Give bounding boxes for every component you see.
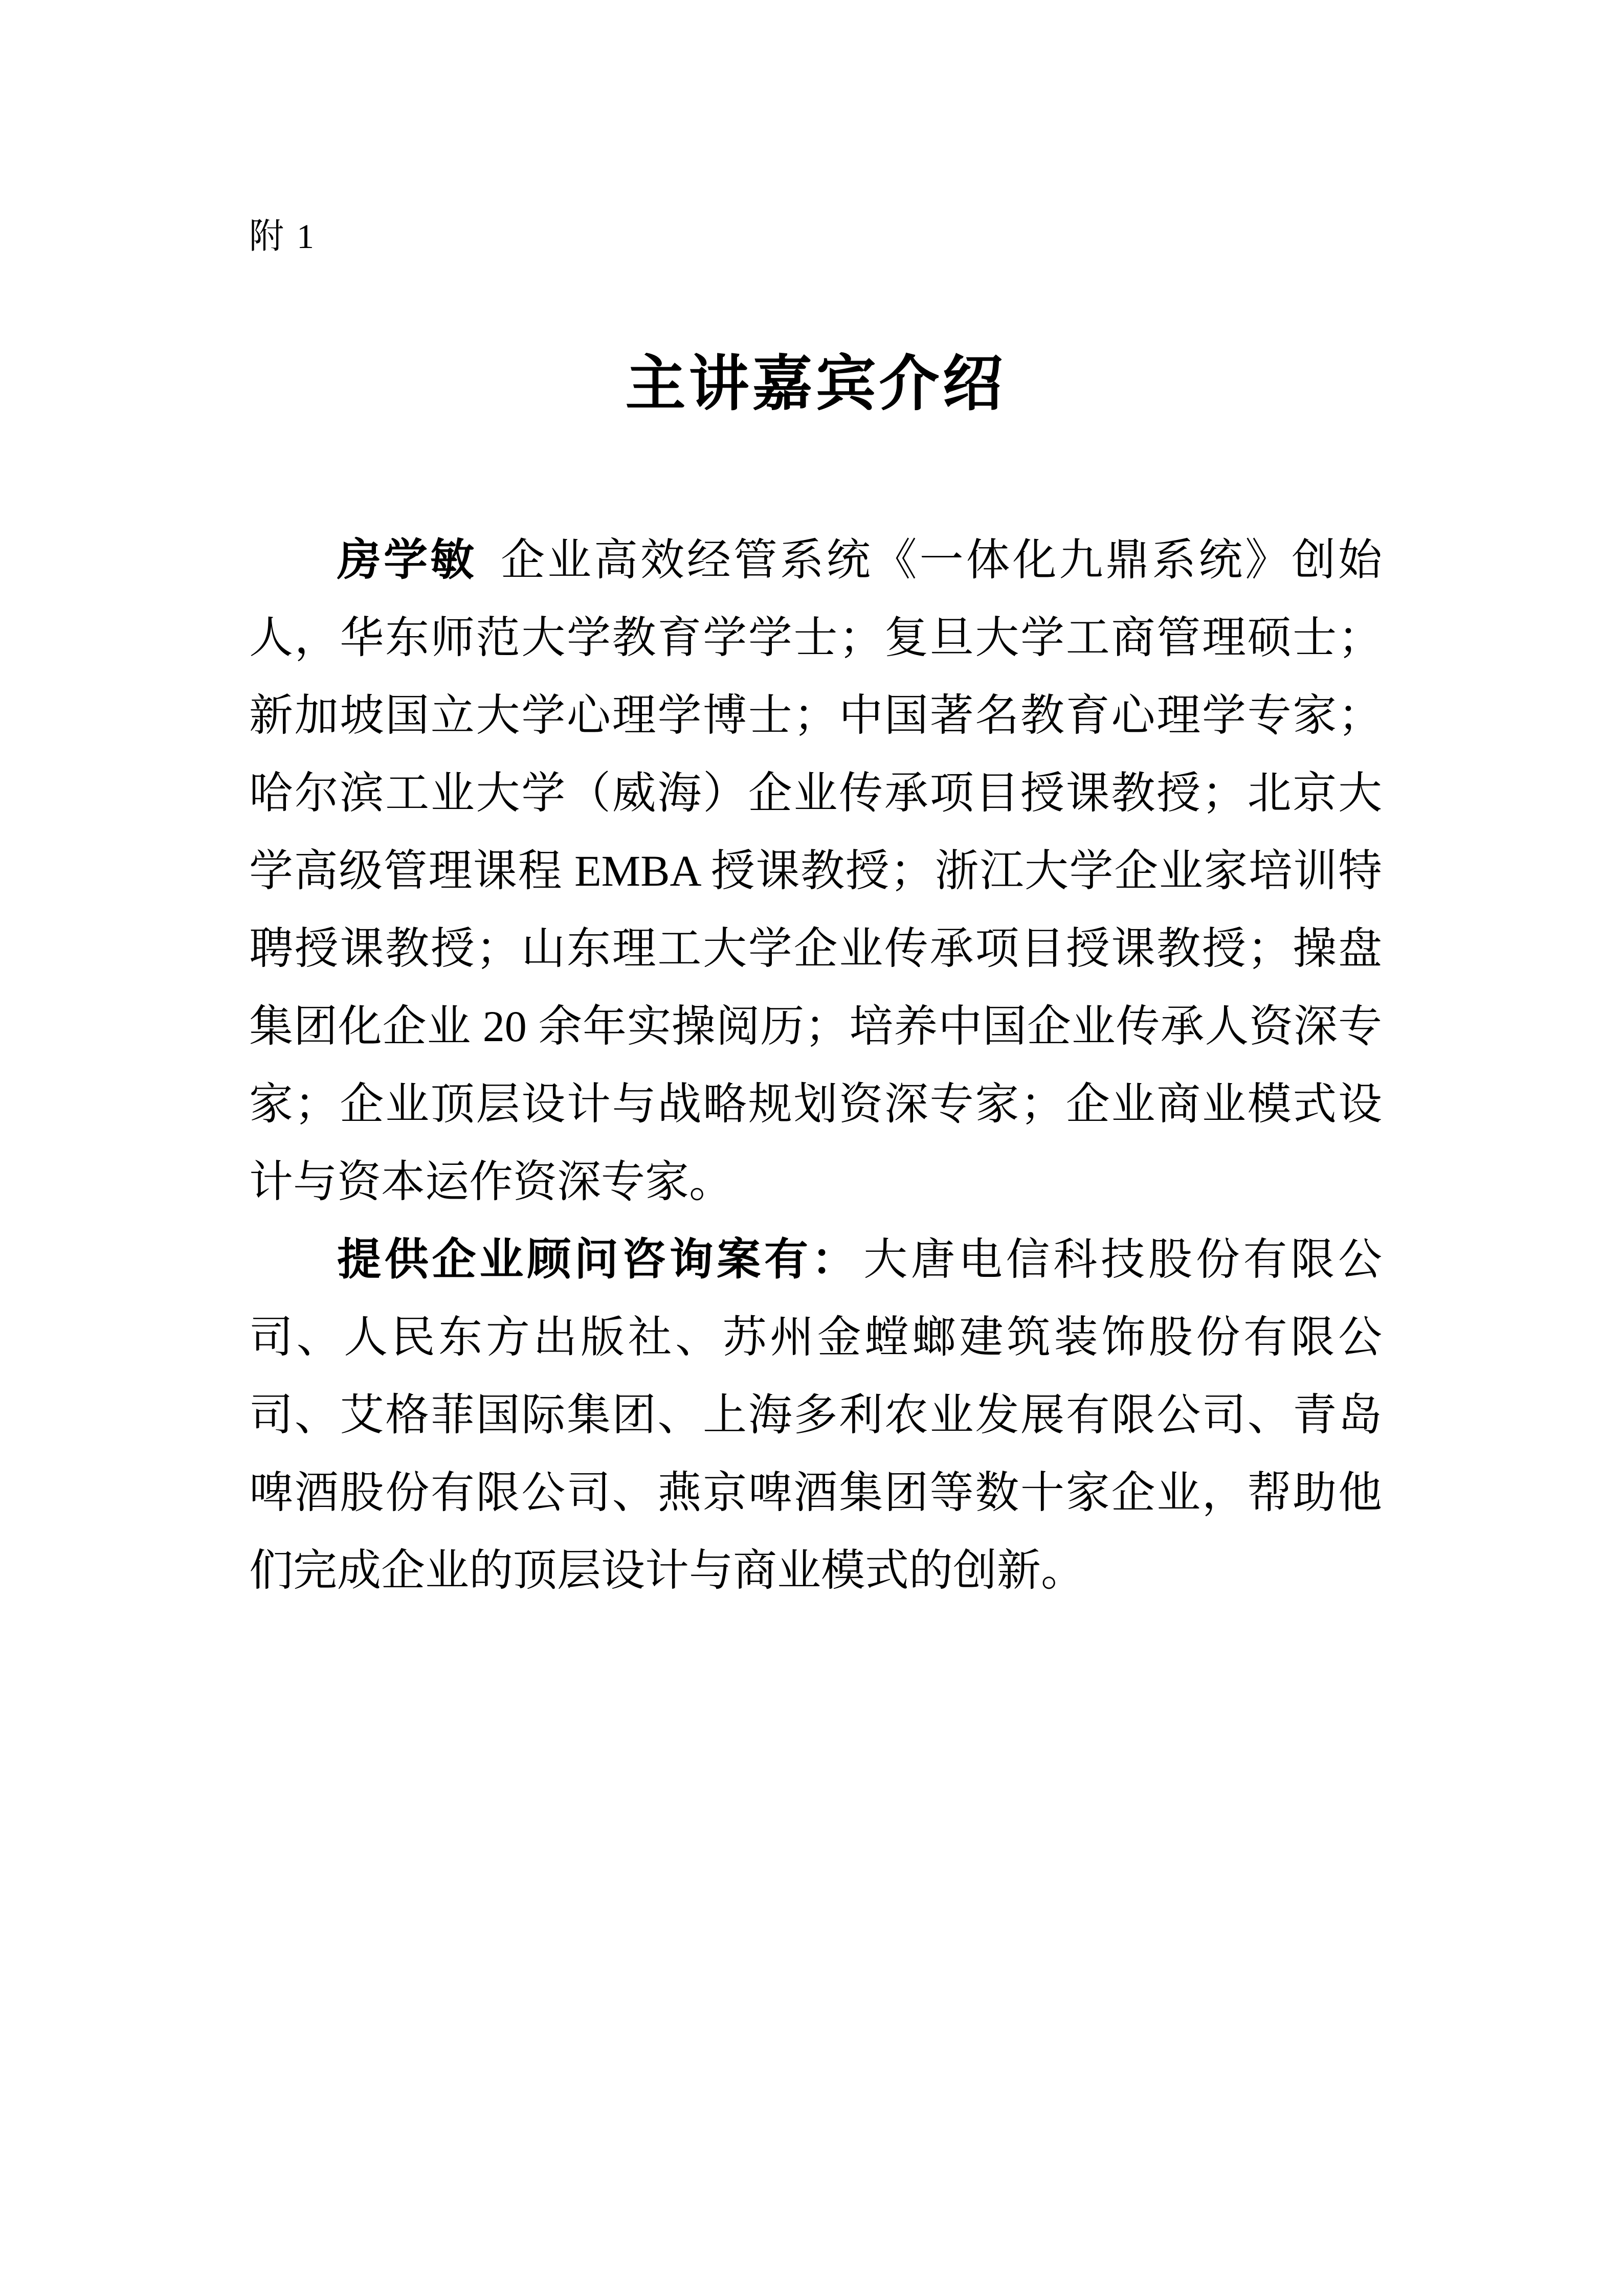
paragraph-speaker-intro [249, 521, 1382, 1221]
page-title: 主讲嘉宾介绍 [625, 350, 1006, 418]
paragraph-consulting-cases [249, 1221, 1382, 1609]
document-page [249, 0, 1382, 2296]
speaker-name-lead: 房学敏 [337, 535, 477, 584]
consulting-cases-text: 大唐电信科技股份有限公司、人民东方出版社、苏州金螳螂建筑装饰股份有限公司、艾格菲国际集团、上海多利农业发展有限公司、青岛啤酒股份有限公司、燕京啤酒集团等数十家企业，帮助他们完成企业的顶层设计与商业模式的创新。 [249, 1234, 1382, 1595]
speaker-intro-text: 企业高效经管系统《一体化九鼎系统》创始人，华东师范大学教育学学士；复旦大学工商管理硕士；新加坡国立大学心理学博士；中国著名教育心理学专家；哈尔滨工业大学（威海）企业传承项目授课教授；北京大学高级管理课程 EMBA 授课教授；浙江大学企业家培训特聘授课教授；山东理工大学企业传承项目授课教授；操盘集团化企业 20 余年实操阅历；培养中国企业传承人资深专家；企业顶层设计与战略规划资深专家；企业商业模式设计与资本运作资深专家。 [249, 535, 1383, 1206]
attachment-label: 附 1 [249, 217, 317, 256]
consulting-cases-lead: 提供企业顾问咨询案有： [337, 1234, 859, 1284]
document-body [249, 521, 1382, 1609]
